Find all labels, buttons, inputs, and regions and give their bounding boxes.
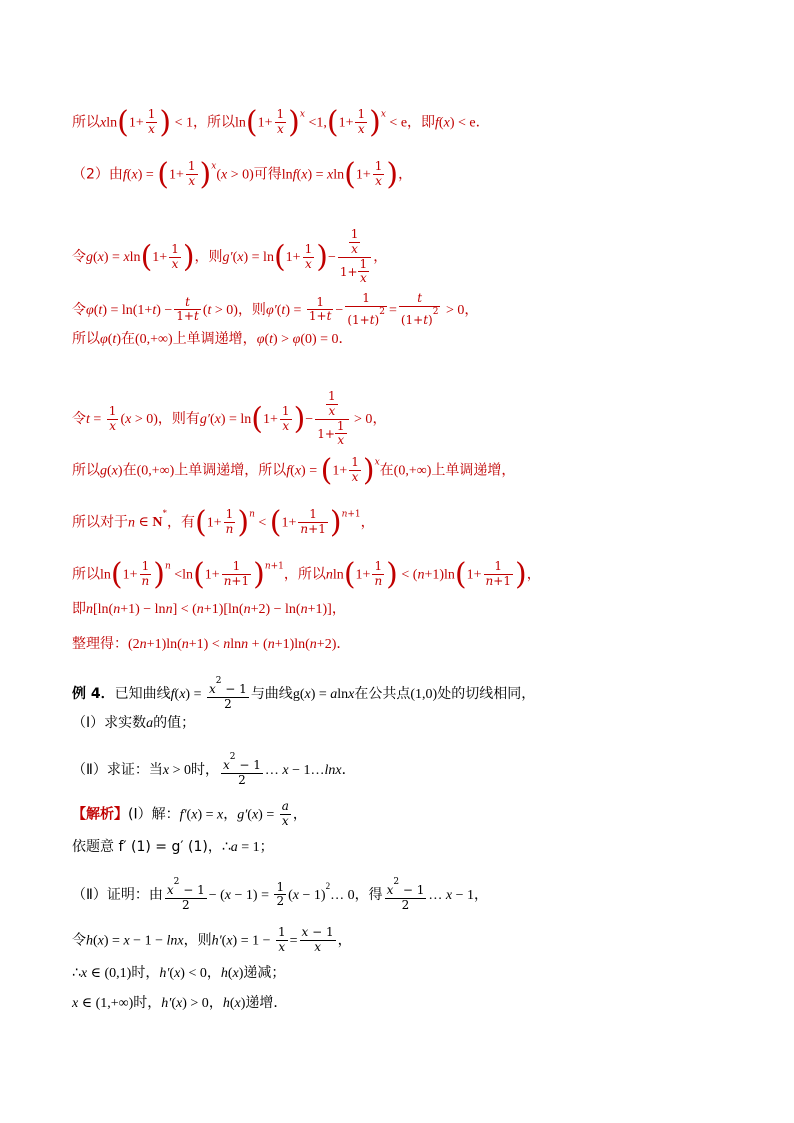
solution-increasing: x ∈ (1,+∞)时，h′(x) > 0，h(x)递增． — [72, 995, 288, 1011]
question-2: （Ⅱ）求证：当x > 0时， $\frac{x^2 - 1}{2}$ … x − 1…lnx． — [72, 752, 356, 787]
line-9: 所以ln(1+ $\frac{1}{n}$ )$^n$ <ln(1+ $\frac{1}{n+1}$ )$^{n+1}$，所以nln(1+ $\frac{1}{n}$ ) < (n+1)ln(1+ $\frac{1}{n+1}$ )， — [72, 556, 541, 592]
line-10: 即n[ln(n+1) − lnn] < (n+1)[ln(n+2) − ln(n+1)]， — [72, 601, 346, 617]
line-8: 所以对于n ∈ N*，有(1+ $\frac{1}{n}$ )$^n$ < (1+ $\frac{1}{n+1}$ )$^{n+1}$， — [72, 504, 375, 540]
question-1: （Ⅰ）求实数a的值； — [72, 715, 196, 731]
solution-decreasing: ∴x ∈ (0,1)时，h′(x) < 0，h(x)递减； — [72, 965, 286, 981]
example-4-statement: 例 4．已知曲线f(x) = $\frac{x^2 - 1}{2}$ 与曲线g(x) = alnx在公共点(1,0)处的切线相同， — [72, 676, 536, 711]
line-2: （2）由f(x) = (1+ $\frac{1}{x}$ )$^x$(x > 0)可得lnf(x) = xln(1+ $\frac{1}{x}$ )， — [72, 156, 413, 192]
line-7: 所以g(x)在(0,+∞)上单调递增，所以f(x) = (1+ $\frac{1}{x}$ )$^x$在(0,+∞)上单调递增， — [72, 452, 516, 488]
solution-h-def: 令h(x) = x − 1 − lnx，则h′(x) = 1 − $\frac{1}{x}$ = $\frac{x - 1}{x}$ ， — [72, 925, 352, 954]
line-5: 所以φ(t)在(0,+∞)上单调递增，φ(t) > φ(0) = 0． — [72, 331, 353, 347]
line-11: 整理得：(2n+1)ln(n+1) < nlnn + (n+1)ln(n+2)． — [72, 636, 351, 652]
solution-part-1: 【解析】(Ⅰ）解：f′(x) = x，g′(x) = $\frac{a}{x}$ ， — [72, 799, 307, 828]
solution-part-1-result: 依题意 f′ (1) = g′ (1)，∴a = 1； — [72, 839, 274, 855]
line-4: 令φ(t) = ln(1+t) − $\frac{t}{1+t}$ (t > 0)，则φ′(t) = $\frac{1}{1+t}$ − $\frac{1}{(1+t)^2}$ = $\frac{t}{(1+t)^2}$ > 0， — [72, 291, 479, 327]
solution-part-2: （Ⅱ）证明：由 $\frac{x^2 - 1}{2}$ − (x − 1) = $\frac{1}{2}$ $(x - 1)^2\dots$ 0，得 $\frac{x^2 - 1}{2}$ … x − 1， — [72, 877, 489, 912]
line-6: 令t = $\frac{1}{x}$ (x > 0)，则有g′(x) = ln(1+ $\frac{1}{x}$ )− $\frac{1}{x}$ 1+ $\frac{1}{x}$ > 0， — [72, 389, 387, 448]
line-3: 令g(x) = xln(1+ $\frac{1}{x}$ )，则g′(x) = ln(1+ $\frac{1}{x}$ )− $\frac{1}{x}$ 1+ $\frac{1}{x}$ ， — [72, 227, 388, 286]
line-1: 所以xln(1+ $\frac{1}{x}$ ) < 1，所以ln(1+ $\frac{1}{x}$ )$^x$ <1,(1+ $\frac{1}{x}$ )$^x$ < e，即f(x) < e． — [72, 104, 490, 140]
